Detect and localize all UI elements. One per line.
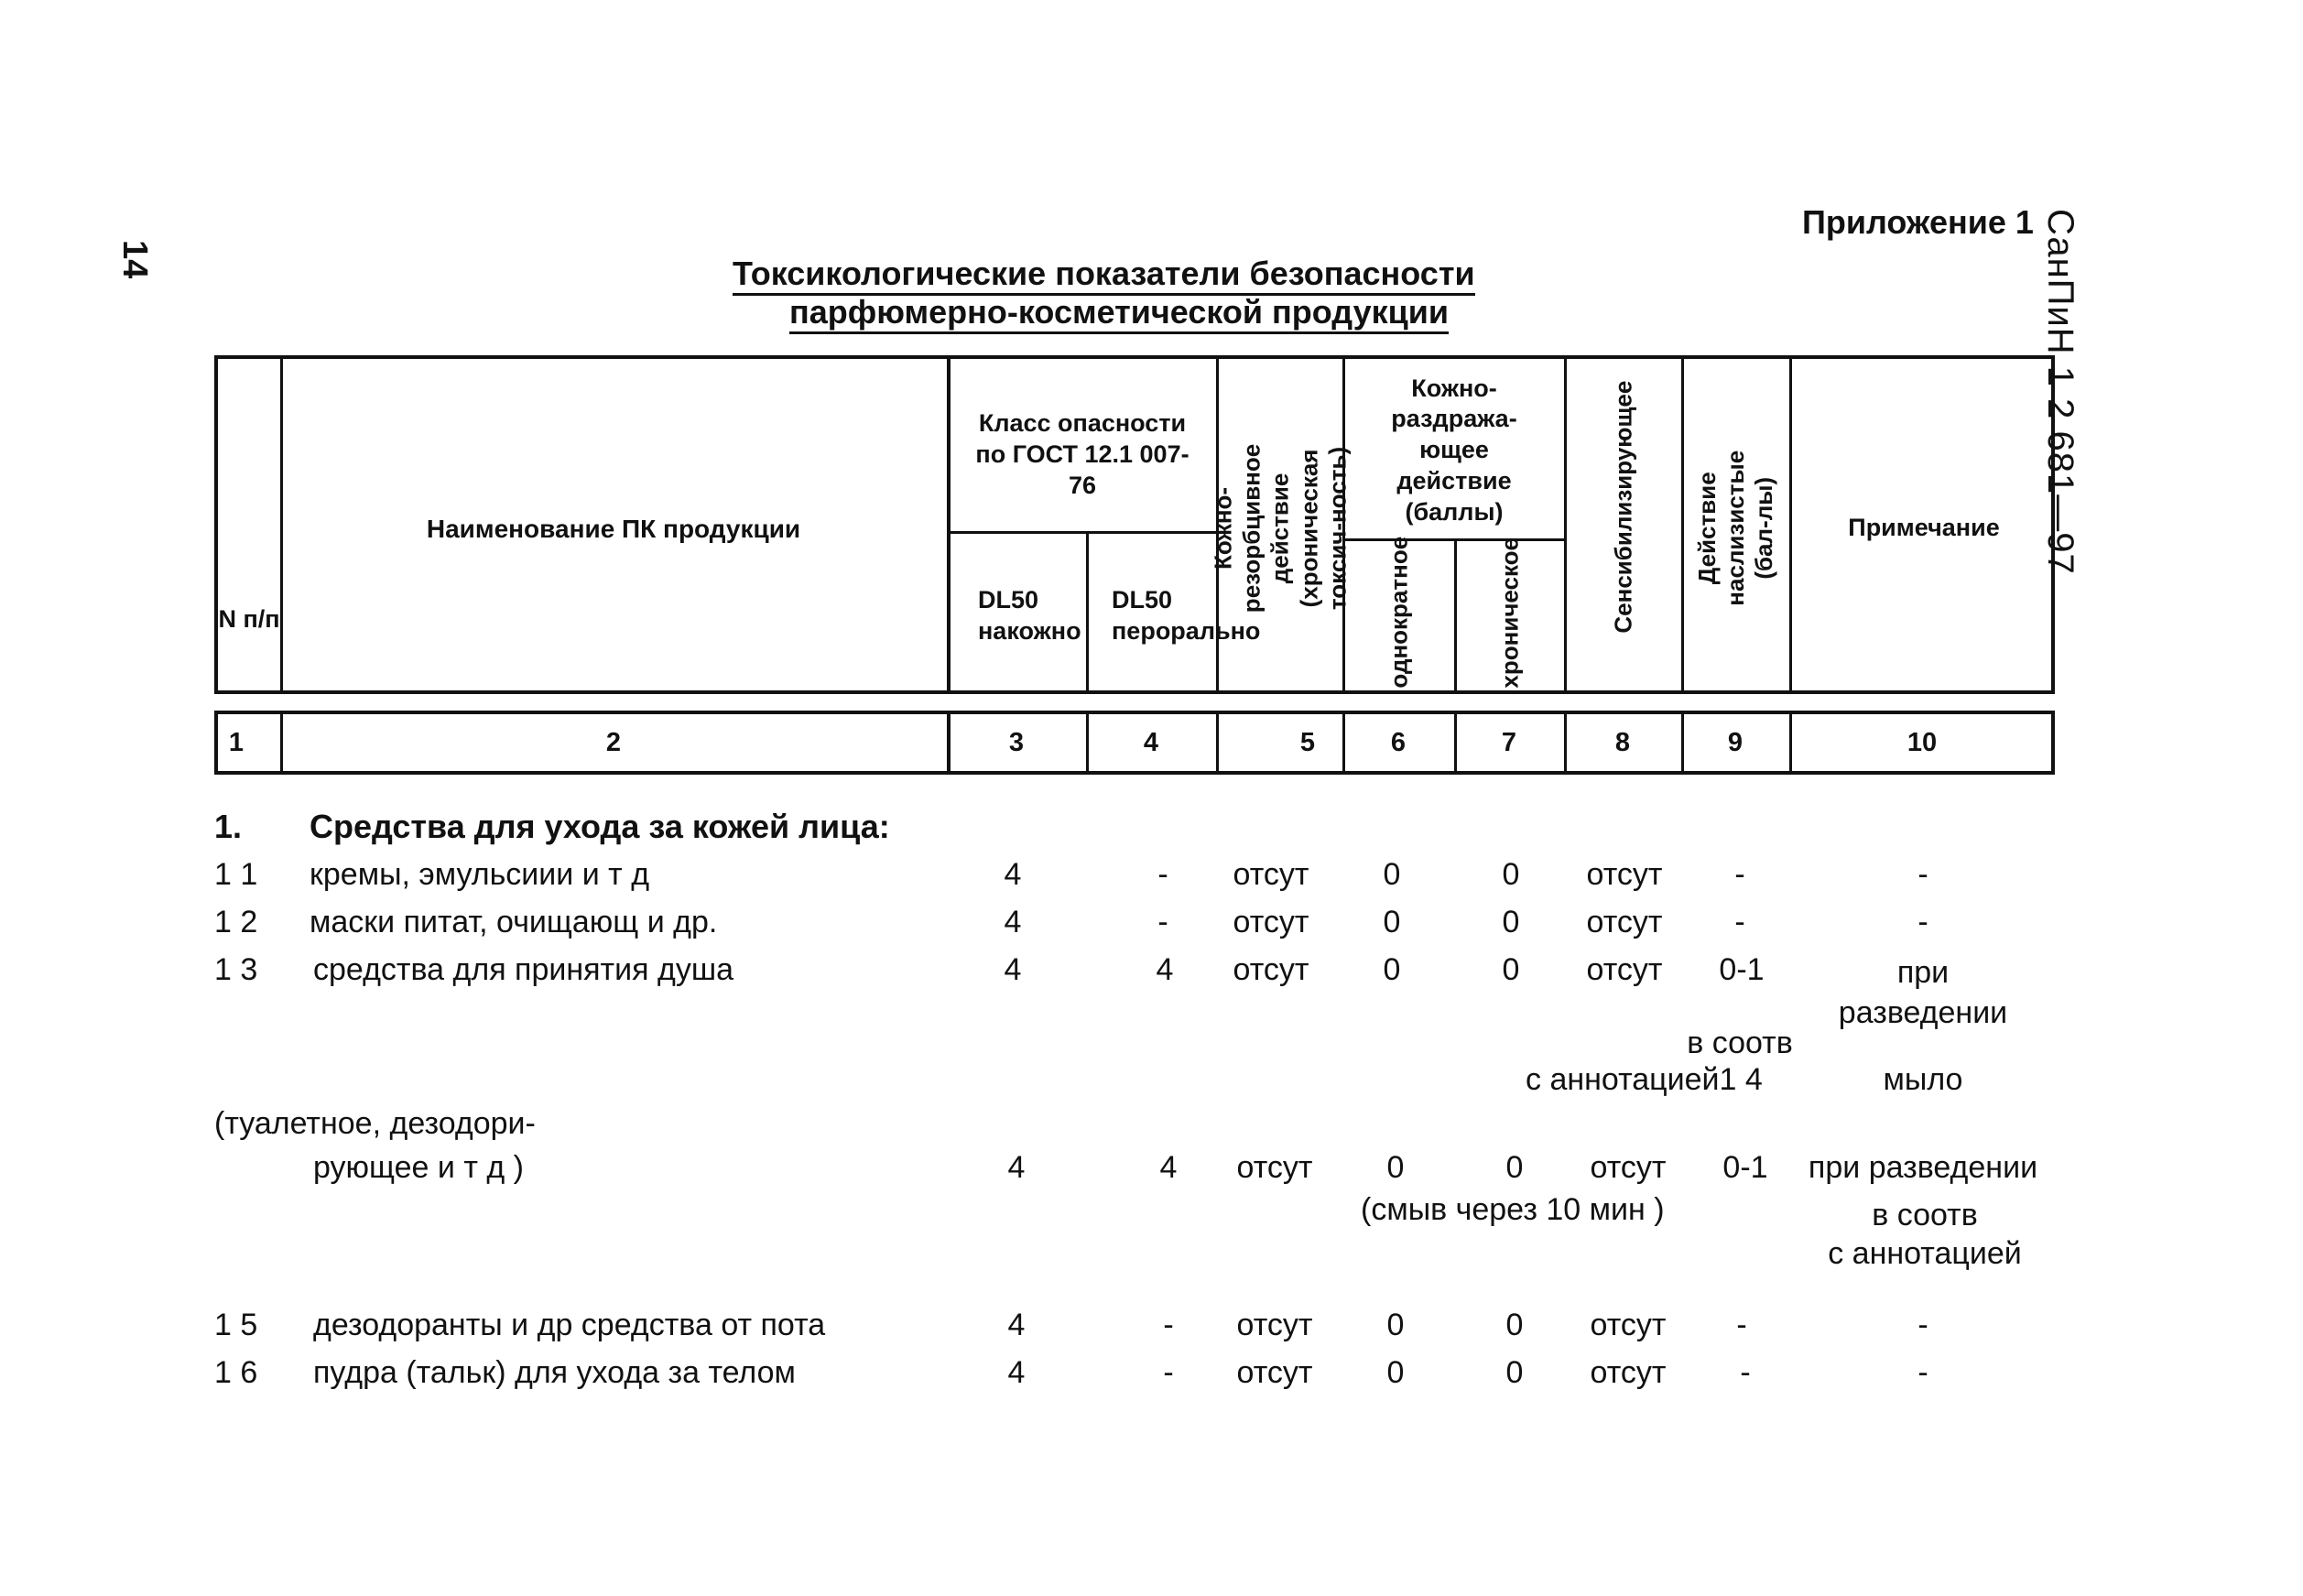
header-chronic: хроническое — [1495, 537, 1524, 689]
header-note: Примечание — [1848, 514, 2000, 542]
row-name: пудра (тальк) для ухода за телом — [313, 1355, 796, 1390]
cell-c6: 0 — [1383, 905, 1401, 939]
row-number: 1 2 — [214, 905, 258, 939]
page-number: 14 — [115, 240, 154, 279]
cell-c5: отсут — [1236, 1150, 1313, 1185]
appendix-label: Приложение 1 — [1802, 203, 2034, 241]
header-dl50-skin: DL50 накожно — [978, 586, 1081, 645]
column-number: 6 — [1390, 727, 1407, 757]
cell-c6: 0 — [1386, 1308, 1405, 1342]
header-sensitizing: Сенсибилизирующее — [1609, 381, 1637, 634]
header-irritant: Кожно-раздража-ющее действие (баллы) — [1391, 374, 1517, 526]
row-number: 1 1 — [214, 857, 258, 892]
cell-c3: 4 — [1007, 1308, 1026, 1342]
cell-c6: 0 — [1386, 1355, 1405, 1390]
column-number: 4 — [1143, 727, 1159, 757]
cell-c9: - — [1734, 857, 1745, 892]
section-title: Средства для ухода за кожей лица: — [310, 808, 890, 845]
cell-c10: - — [1917, 1355, 1928, 1390]
cell-c9: 0-1 — [1719, 952, 1765, 987]
column-number: 8 — [1614, 727, 1631, 757]
cell-c9: - — [1734, 905, 1745, 939]
cell-c10: - — [1917, 1308, 1928, 1342]
cell-c7: 0 — [1502, 857, 1520, 892]
cell-c3: 4 — [1007, 1150, 1026, 1185]
note-annotation-14: с аннотацией1 4 — [1526, 1062, 1763, 1097]
cell-c4: 4 — [1159, 1150, 1178, 1185]
standard-code: СанПиН 1 2 681—97 — [2040, 209, 2080, 575]
column-number: 1 — [228, 727, 244, 757]
row-name: кремы, эмульсиии и т д — [310, 857, 650, 892]
cell-c7: 0 — [1505, 1150, 1524, 1185]
column-number: 5 — [1299, 727, 1315, 757]
header-n-pp: N п/п — [218, 605, 280, 634]
column-number: 10 — [1906, 727, 1938, 757]
cell-c5: отсут — [1233, 857, 1309, 892]
cell-c7: 0 — [1502, 905, 1520, 939]
row-number: 1 5 — [214, 1308, 258, 1342]
header-mucosa-cell — [1685, 359, 1787, 698]
header-dl50-oral: DL50 перорально — [1112, 586, 1261, 645]
note-annotation-2: с аннотацией — [1828, 1236, 2022, 1271]
cell-c8: отсут — [1586, 857, 1663, 892]
cell-c8: отсут — [1590, 1150, 1667, 1185]
cell-c3: 4 — [1004, 905, 1022, 939]
row-number: 1 3 — [214, 952, 258, 987]
cell-c4: - — [1163, 1308, 1174, 1342]
cell-c8: отсут — [1586, 952, 1663, 987]
cell-c5: отсут — [1236, 1355, 1313, 1390]
cell-c10: при разведении — [1808, 1150, 2038, 1185]
column-number: 2 — [605, 727, 622, 757]
header-hazard-class: Класс опасности по ГОСТ 12.1 007-76 — [975, 409, 1190, 499]
cell-c3: 4 — [1007, 1355, 1026, 1390]
cell-c10: при разведении — [1838, 955, 2008, 1031]
header-table — [214, 355, 2055, 694]
row-name: средства для принятия душа — [313, 952, 733, 987]
section-number: 1. — [214, 808, 243, 845]
note-v-soot-2: в соотв — [1872, 1198, 1978, 1232]
cell-c5: отсут — [1233, 952, 1309, 987]
cell-c8: отсут — [1590, 1308, 1667, 1342]
header-single-cell — [1346, 537, 1452, 698]
cell-c4: - — [1163, 1355, 1174, 1390]
note-toilet: (туалетное, дезодори- — [214, 1106, 536, 1141]
cell-c10: - — [1917, 857, 1928, 892]
cell-c6: 0 — [1383, 857, 1401, 892]
cell-c7: 0 — [1502, 952, 1520, 987]
cell-c8: отсут — [1590, 1355, 1667, 1390]
cell-c4: 4 — [1156, 952, 1174, 987]
title-line-1: Токсикологические показатели безопасности — [733, 255, 1475, 296]
cell-c10: - — [1917, 905, 1928, 939]
note-mylo: мыло — [1883, 1062, 1963, 1097]
row-name: дезодоранты и др средства от пота — [313, 1308, 826, 1342]
header-single: однократное — [1385, 537, 1413, 689]
header-mucosa: Действие наслизистые (бал-лы) — [1693, 451, 1778, 606]
header-resorptive: Кожно-резорбцивное действие (хроническая токсич-ность) — [1209, 443, 1351, 613]
header-product-name: Наименование ПК продукции — [426, 514, 801, 543]
cell-c9: - — [1736, 1308, 1747, 1342]
row-name: рующее и т д ) — [313, 1150, 524, 1185]
note-rinse: (смыв через 10 мин ) — [1361, 1192, 1665, 1227]
header-resorptive-cell — [1209, 359, 1351, 698]
cell-c3: 4 — [1004, 952, 1022, 987]
cell-c6: 0 — [1383, 952, 1401, 987]
column-number: 3 — [1008, 727, 1025, 757]
cell-c5: отсут — [1236, 1308, 1313, 1342]
header-chronic-cell — [1458, 537, 1562, 698]
cell-c4: - — [1157, 857, 1168, 892]
cell-c7: 0 — [1505, 1355, 1524, 1390]
cell-c5: отсут — [1233, 905, 1309, 939]
column-number-row — [214, 711, 2055, 775]
column-number: 9 — [1727, 727, 1744, 757]
row-number: 1 6 — [214, 1355, 258, 1390]
cell-c9: 0-1 — [1722, 1150, 1768, 1185]
note-v-soot: в соотв — [1687, 1026, 1793, 1060]
cell-c6: 0 — [1386, 1150, 1405, 1185]
row-name: маски питат, очищающ и др. — [310, 905, 718, 939]
cell-c7: 0 — [1505, 1308, 1524, 1342]
title-line-2: парфюмерно-косметической продукции — [789, 293, 1449, 334]
cell-c4: - — [1157, 905, 1168, 939]
cell-c3: 4 — [1004, 857, 1022, 892]
column-number: 7 — [1501, 727, 1517, 757]
header-sensitizing-cell — [1568, 359, 1679, 698]
cell-c9: - — [1740, 1355, 1751, 1390]
cell-c8: отсут — [1586, 905, 1663, 939]
